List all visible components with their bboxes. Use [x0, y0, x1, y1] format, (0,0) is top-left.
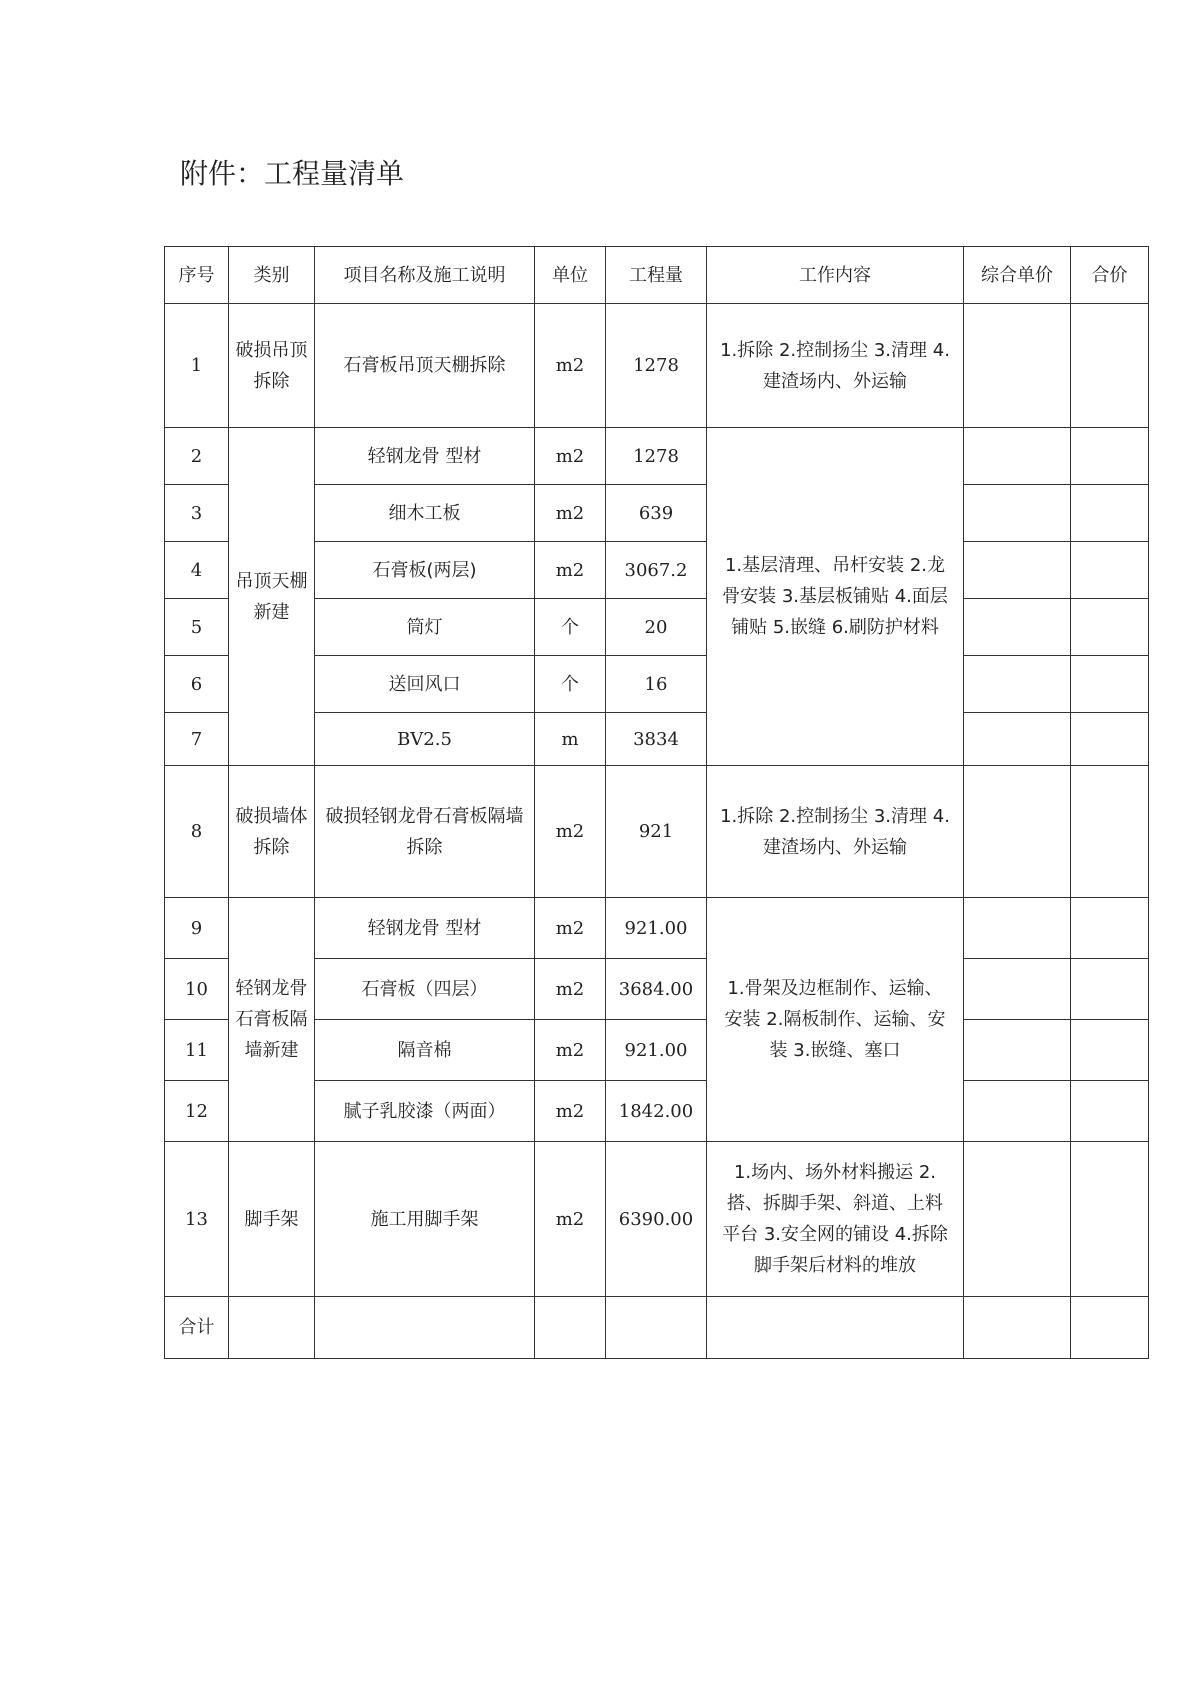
unit-cell: m2	[535, 1020, 606, 1081]
unit-price-cell	[964, 428, 1071, 485]
quantity-cell: 1278	[606, 428, 707, 485]
total-price-cell	[1071, 304, 1149, 428]
item-name: 施工用脚手架	[315, 1142, 535, 1297]
header-cell: 合价	[1071, 247, 1149, 304]
page-title: 附件：工程量清单	[180, 157, 405, 190]
unit-cell: 个	[535, 656, 606, 713]
total-price-cell	[1071, 713, 1149, 766]
header-cell: 项目名称及施工说明	[315, 247, 535, 304]
empty-cell	[707, 1297, 964, 1359]
unit-price-cell	[964, 1142, 1071, 1297]
total-price-cell	[1071, 485, 1149, 542]
header-cell: 工程量	[606, 247, 707, 304]
total-price-cell	[1071, 898, 1149, 959]
total-price-cell	[1071, 766, 1149, 898]
unit-cell: m2	[535, 428, 606, 485]
row-number: 1	[165, 304, 229, 428]
unit-cell: m2	[535, 485, 606, 542]
quantity-cell: 1278	[606, 304, 707, 428]
category-cell: 轻钢龙骨石膏板隔墙新建	[229, 898, 315, 1142]
header-row	[165, 247, 1149, 304]
empty-cell	[1071, 1297, 1149, 1359]
unit-cell: m2	[535, 1142, 606, 1297]
unit-price-cell	[964, 898, 1071, 959]
total-price-cell	[1071, 1020, 1149, 1081]
unit-price-cell	[964, 304, 1071, 428]
row-number: 2	[165, 428, 229, 485]
unit-price-cell	[964, 656, 1071, 713]
item-name: 石膏板（四层）	[315, 959, 535, 1020]
header-cell: 单位	[535, 247, 606, 304]
total-price-cell	[1071, 1142, 1149, 1297]
item-name: 石膏板吊顶天棚拆除	[315, 304, 535, 428]
quantity-cell: 3067.2	[606, 542, 707, 599]
quantity-table	[164, 246, 1149, 1359]
row-number: 7	[165, 713, 229, 766]
header-cell: 工作内容	[707, 247, 964, 304]
quantity-cell: 20	[606, 599, 707, 656]
total-price-cell	[1071, 428, 1149, 485]
table-row	[165, 898, 1149, 959]
quantity-cell: 16	[606, 656, 707, 713]
row-number: 12	[165, 1081, 229, 1142]
row-number: 3	[165, 485, 229, 542]
category-cell: 破损吊顶拆除	[229, 304, 315, 428]
total-price-cell	[1071, 1081, 1149, 1142]
empty-cell	[964, 1297, 1071, 1359]
row-number: 8	[165, 766, 229, 898]
unit-cell: m2	[535, 304, 606, 428]
item-name: 破损轻钢龙骨石膏板隔墙拆除	[315, 766, 535, 898]
row-number: 10	[165, 959, 229, 1020]
total-price-cell	[1071, 656, 1149, 713]
item-name: 石膏板(两层)	[315, 542, 535, 599]
unit-cell: m2	[535, 898, 606, 959]
category-cell: 吊顶天棚新建	[229, 428, 315, 766]
unit-price-cell	[964, 713, 1071, 766]
row-number: 6	[165, 656, 229, 713]
unit-price-cell	[964, 959, 1071, 1020]
unit-price-cell	[964, 599, 1071, 656]
row-number: 11	[165, 1020, 229, 1081]
header-cell: 类别	[229, 247, 315, 304]
unit-price-cell	[964, 485, 1071, 542]
row-number: 13	[165, 1142, 229, 1297]
empty-cell	[229, 1297, 315, 1359]
unit-cell: m2	[535, 1081, 606, 1142]
item-name: 腻子乳胶漆（两面）	[315, 1081, 535, 1142]
header-cell: 综合单价	[964, 247, 1071, 304]
item-name: 轻钢龙骨 型材	[315, 898, 535, 959]
item-name: 轻钢龙骨 型材	[315, 428, 535, 485]
row-number: 9	[165, 898, 229, 959]
unit-cell: m	[535, 713, 606, 766]
unit-price-cell	[964, 766, 1071, 898]
quantity-cell: 1842.00	[606, 1081, 707, 1142]
quantity-cell: 3834	[606, 713, 707, 766]
unit-cell: m2	[535, 542, 606, 599]
work-content: 1.场内、场外材料搬运 2.搭、拆脚手架、斜道、上料平台 3.安全网的铺设 4.拆除脚手架后材料的堆放	[707, 1142, 964, 1297]
item-name: 筒灯	[315, 599, 535, 656]
empty-cell	[606, 1297, 707, 1359]
table-row	[165, 428, 1149, 485]
total-label: 合计	[165, 1297, 229, 1359]
quantity-cell: 921	[606, 766, 707, 898]
item-name: 细木工板	[315, 485, 535, 542]
table-row	[165, 304, 1149, 428]
unit-cell: m2	[535, 959, 606, 1020]
unit-price-cell	[964, 1081, 1071, 1142]
work-content: 1.基层清理、吊杆安装 2.龙骨安装 3.基层板铺贴 4.面层铺贴 5.嵌缝 6.刷防护材料	[707, 428, 964, 766]
quantity-cell: 6390.00	[606, 1142, 707, 1297]
work-content: 1.拆除 2.控制扬尘 3.清理 4.建渣场内、外运输	[707, 766, 964, 898]
quantity-cell: 639	[606, 485, 707, 542]
header-cell: 序号	[165, 247, 229, 304]
item-name: BV2.5	[315, 713, 535, 766]
unit-price-cell	[964, 542, 1071, 599]
work-content: 1.骨架及边框制作、运输、安装 2.隔板制作、运输、安装 3.嵌缝、塞口	[707, 898, 964, 1142]
unit-cell: 个	[535, 599, 606, 656]
empty-cell	[535, 1297, 606, 1359]
total-price-cell	[1071, 959, 1149, 1020]
row-number: 4	[165, 542, 229, 599]
total-row	[165, 1297, 1149, 1359]
item-name: 送回风口	[315, 656, 535, 713]
work-content: 1.拆除 2.控制扬尘 3.清理 4.建渣场内、外运输	[707, 304, 964, 428]
total-price-cell	[1071, 599, 1149, 656]
item-name: 隔音棉	[315, 1020, 535, 1081]
total-price-cell	[1071, 542, 1149, 599]
quantity-cell: 921.00	[606, 898, 707, 959]
table-row	[165, 766, 1149, 898]
category-cell: 脚手架	[229, 1142, 315, 1297]
category-cell: 破损墙体拆除	[229, 766, 315, 898]
table-row	[165, 1142, 1149, 1297]
quantity-cell: 921.00	[606, 1020, 707, 1081]
unit-cell: m2	[535, 766, 606, 898]
quantity-cell: 3684.00	[606, 959, 707, 1020]
row-number: 5	[165, 599, 229, 656]
empty-cell	[315, 1297, 535, 1359]
unit-price-cell	[964, 1020, 1071, 1081]
